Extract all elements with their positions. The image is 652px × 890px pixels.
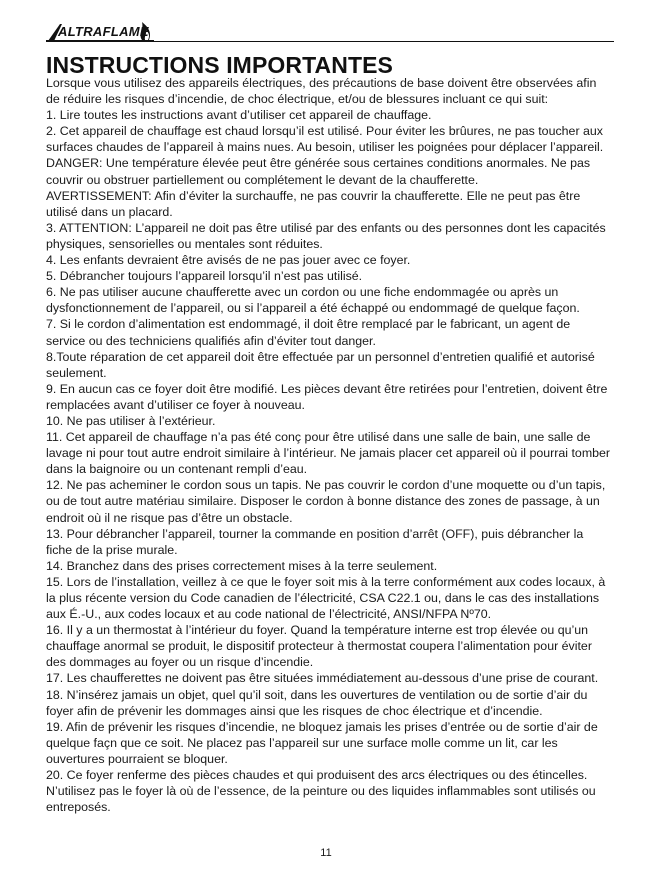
instruction-paragraph: 11. Cet appareil de chauffage n’a pas été conç pour être utilisé dans une salle de bain, une salle de lavage ni pour tout autre endroit similaire à l’intérieur. Ne jamais placer cet appareil où il pourrai tomber dans la baignoire ou un contenant rempli d’eau. xyxy=(46,430,611,477)
instruction-paragraph: 5. Débrancher toujours l’appareil lorsqu’il n’est pas utilisé. xyxy=(46,269,363,284)
instruction-paragraph: 20. Ce foyer renferme des pièces chaudes et qui produisent des arcs électriques ou des étincelles. N’utilisez pas le foyer là où de l’essence, de la peinture ou des liquides inflammables sont utilisés ou entreposés. xyxy=(46,768,596,815)
instruction-paragraph: 18. N’insérez jamais un objet, quel qu’il soit, dans les ouvertures de ventilation ou de sortie d’air du foyer afin de prévenir les dommages ainsi que les risques de choc électrique et d’incendie. xyxy=(46,687,588,718)
instruction-paragraph: 10. Ne pas utiliser à l’extérieur. xyxy=(46,413,216,428)
instruction-paragraph: 7. Si le cordon d’alimentation est endommagé, il doit être remplacé par le fabricant, un agent de service ou des techniciens qualifiés afin d’éviter tout danger. xyxy=(46,317,571,348)
page-header xyxy=(46,20,614,44)
instruction-paragraph: DANGER: Une température élevée peut être générée sous certaines conditions anormales. Ne pas couvrir ou obstruer partiellement ou complétement le devant de la chaufferette. xyxy=(46,156,591,187)
instructions-body xyxy=(46,75,612,815)
instruction-paragraph: 17. Les chaufferettes ne doivent pas être situées immédiatement au-dessous d’une prise de courant. xyxy=(46,671,599,686)
brand-name: ALTRAFLAME xyxy=(58,24,149,39)
instruction-paragraph: 15. Lors de l’installation, veillez à ce que le foyer soit mis à la terre conformément aux codes locaux, à la plus récente version du Code canadien de l’électricité, CSA C22.1 ou, dans le cas des installations aux É.-U., aux codes locaux et au code national de l’électricité, ANSI/NFPA Nº70. xyxy=(46,574,606,622)
instruction-paragraph: 1. Lire toutes les instructions avant d’utiliser cet appareil de chauffage. xyxy=(46,108,432,123)
instruction-paragraph: 14. Branchez dans des prises correctement mises à la terre seulement. xyxy=(46,558,438,573)
instruction-paragraph: 3. ATTENTION: L’appareil ne doit pas être utilisé par des enfants ou des personnes dont les capacités physiques, sensorielles ou mentales sont réduites. xyxy=(46,220,606,251)
instruction-paragraph: 13. Pour débrancher l’appareil, tourner la commande en position d’arrêt (OFF), puis débrancher la fiche de la prise murale. xyxy=(46,526,584,557)
instruction-paragraph: 16. Il y a un thermostat à l’intérieur du foyer. Quand la température interne est trop élevée ou qu’un chauffage anormal se produit, le dispositif protecteur à thermostat coupera l’alimentation pour éviter des dommages au foyer ou un risque d’incendie. xyxy=(46,623,592,670)
instruction-paragraph: 19. Afin de prévenir les risques d’incendie, ne bloquez jamais les prises d’entrée ou de sortie d’air de quelque façn que ce soit. Ne placez pas l’appareil sur une surface molle comme un lit, car les ouvertures pourraient se bloquer. xyxy=(46,719,598,766)
page-title: INSTRUCTIONS IMPORTANTES xyxy=(46,52,393,78)
instruction-paragraph: 8.Toute réparation de cet appareil doit être effectuée par un personnel d’entretien qualifié et autorisé seulement. xyxy=(46,349,595,380)
brand-logo xyxy=(46,20,156,42)
instruction-paragraph: AVERTISSEMENT: Afin d’éviter la surchauffe, ne pas couvrir la chaufferette. Elle ne peut pas être utilisé dans un placard. xyxy=(46,188,581,219)
instruction-paragraph: 2. Cet appareil de chauffage est chaud lorsqu’il est utilisé. Pour éviter les brûures, ne pas toucher aux surfaces chaudes de l’appareil à mains nues. Au besoin, utiliser les poignées pour déplacer l’appareil. xyxy=(46,124,604,155)
page-number: 11 xyxy=(320,847,332,859)
header-rule xyxy=(154,41,614,42)
instruction-paragraph: 9. En aucun cas ce foyer doit être modifié. Les pièces devant être retirées pour l’entretien, doivent être remplacées avant d’utiliser ce foyer à nouveau. xyxy=(46,381,608,412)
instruction-paragraph: 4. Les enfants devraient être avisés de ne pas jouer avec ce foyer. xyxy=(46,253,411,268)
instruction-paragraph: 6. Ne pas utiliser aucune chaufferette avec un cordon ou une fiche endommagée ou après un dysfonctionnement de l’appareil, ou si l’appareil a été échappé ou endommagé de quelque façon. xyxy=(46,285,580,316)
instruction-paragraph: Lorsque vous utilisez des appareils électriques, des précautions de base doivent être observées afin de réduire les risques d’incendie, de choc électrique, et/ou de blessures incluant ce qui suit: xyxy=(46,76,597,107)
instruction-paragraph: 12. Ne pas acheminer le cordon sous un tapis. Ne pas couvrir le cordon d’une moquette ou d’un tapis, ou de tout autre matériau similaire. Disposer le cordon à bonne distance des zones de passage, à un endroit où il ne risque pas d’être un obstacle. xyxy=(46,478,606,525)
